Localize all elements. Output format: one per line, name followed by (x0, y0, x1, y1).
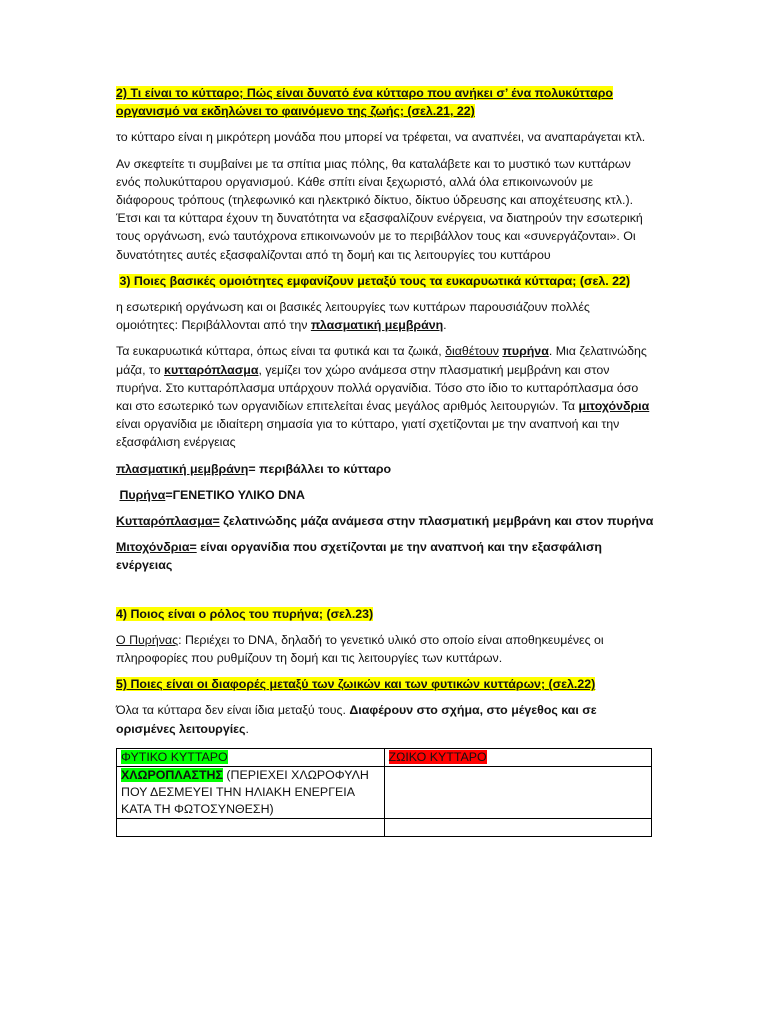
q3-p1-end: . (443, 318, 447, 333)
q4-heading-text: 4) Ποιος είναι ο ρόλος του πυρήνα; (σελ.23) (116, 606, 374, 621)
definition-membrane (116, 460, 654, 478)
q2-heading-text: 2) Τι είναι το κύτταρο; Πώς είναι δυνατό ένα κύτταρο που ανήκει σ’ ένα πολυκύτταρο οργανισμό να εκδηλώνει το φαινόμενο της ζωής; (σελ.21, 22) (116, 86, 613, 119)
q5-heading (116, 675, 654, 693)
q5-paragraph (116, 701, 654, 737)
definition-mitochondria-text: είναι οργανίδια που σχετίζονται με την αναπνοή και την εξασφάλιση ενέργειας (116, 540, 602, 573)
table-cell (384, 748, 652, 766)
chloroplast-text: (ΠΕΡΙΕΧΕΙ ΧΛΩΡΟΦΥΛΗ ΠΟΥ ΔΕΣΜΕΥΕΙ ΤΗΝ ΗΛΙΑΚΗ ΕΝΕΡΓΕΙΑ ΚΑΤΑ ΤΗ ΦΩΤΟΣΥΝΘΕΣΗ) (121, 767, 369, 816)
definition-mitochondria-term: Μιτοχόνδρια= (116, 540, 197, 555)
definition-membrane-text: = περιβάλλει το κύτταρο (248, 461, 392, 476)
q5-text-b: Διαφέρουν στο σχήμα, στο μέγεθος και σε ορισμένες λειτουργίες (116, 703, 597, 736)
definition-cytoplasm-text: ζελατινώδης μάζα ανάμεσα στην πλασματική μεμβράνη και στον πυρήνα (219, 514, 654, 529)
q2-heading (116, 84, 654, 120)
table-row (117, 766, 652, 818)
q3-paragraph-1 (116, 298, 654, 334)
table-cell (384, 818, 652, 836)
q3-p2-g: , γεμίζει τον χώρο ανάμεσα στην πλασματική μεμβράνη και στον πυρήνα. Στο κυτταρόπλασμα υπάρχουν πολλά οργανίδια. Τόσο στο ίδιο το κυτταρόπλασμα όσο και στο εσωτερικό των οργανιδίων επιτελείται ένας μεγάλος αριθμός λειτουργιών. Τα (116, 362, 639, 414)
definition-cytoplasm (116, 512, 654, 530)
definition-nucleus-term: Πυρήνα (119, 487, 166, 502)
q3-heading (116, 272, 654, 290)
table-cell (384, 766, 652, 818)
q3-p2-i: είναι οργανίδια με ιδιαίτερη σημασία για το κύτταρο, γιατί σχετίζονται με την αναπνοή και την εξασφάλιση ενέργειας (116, 417, 620, 450)
q3-p2-d: πυρήνα (502, 344, 549, 359)
document-page (116, 84, 654, 837)
q4-text: : Περιέχει το DNA, δηλαδή το γενετικό υλικό στο οποίο είναι αποθηκευμένες οι πληροφορίες που ρυθμίζουν τη δομή και τις λειτουργίες των κυττάρων. (116, 632, 604, 666)
table-cell (117, 766, 385, 818)
q4-term: Ο Πυρήνας (116, 632, 179, 647)
plant-cell-header: ΦΥΤΙΚΟ ΚΥΤΤΑΡΟ (121, 749, 228, 764)
q3-p2-b: διαθέτουν (445, 344, 499, 359)
q3-p2-a: Τα ευκαρυωτικά κύτταρα, όπως είναι τα φυτικά και τα ζωικά, (116, 344, 446, 359)
q3-p2-h: μιτοχόνδρια (578, 399, 650, 414)
q3-paragraph-2 (116, 342, 654, 451)
table-cell (117, 748, 385, 766)
definition-mitochondria (116, 538, 654, 574)
q5-heading-text: 5) Ποιες είναι οι διαφορές μεταξύ των ζωικών και των φυτικών κυττάρων; (σελ.22) (116, 677, 596, 692)
cell-comparison-table (116, 748, 652, 837)
definition-membrane-term: πλασματική μεμβράνη (116, 461, 249, 476)
table-row (117, 748, 652, 766)
q4-heading (116, 605, 654, 623)
q2-paragraph-1: το κύτταρο είναι η μικρότερη μονάδα που μπορεί να τρέφεται, να αναπνέει, να αναπαράγεται κτλ. (116, 130, 646, 145)
definition-nucleus-text: =ΓΕΝΕΤΙΚΟ ΥΛΙΚΟ DNA (165, 487, 305, 502)
q3-p1-text: η εσωτερική οργάνωση και οι βασικές λειτουργίες των κυττάρων παρουσιάζουν πολλές ομοιότητες: Περιβάλλονται από την (116, 300, 590, 333)
definition-nucleus (116, 486, 654, 504)
spacer (116, 583, 654, 605)
q2-paragraph-2: Αν σκεφτείτε τι συμβαίνει με τα σπίτια μιας πόλης, θα καταλάβετε και το μυστικό των κυττάρων ενός πολυκύτταρου οργανισμού. Κάθε σπίτι είναι ξεχωριστό, αλλά όλα επικοινωνούν με διάφορους τρόπους (τηλεφωνικό και ηλεκτρικό δίκτυο, δίκτυο ύδρευσης και αποχέτευσης κτλ.). Έτσι και τα κύτταρα έχουν τη δυνατότητα να εξασφαλίζουν ενέργεια, να διατηρούν την εσωτερική τους οργάνωση, ενώ ταυτόχρονα επικοινωνούν με το περιβάλλον τους και «συνεργάζονται». Οι δυνατότητες αυτές εξασφαλίζονται από τη δομή και τις λειτουργίες του κυττάρου (116, 156, 643, 262)
table-cell (117, 818, 385, 836)
q3-p2-f: κυτταρόπλασμα (164, 362, 259, 377)
chloroplast-term: ΧΛΩΡΟΠΛΑΣΤΗΣ (121, 767, 223, 782)
table-row (117, 818, 652, 836)
q3-p2-e: . Μια ζελατινώδης μάζα, το (116, 344, 647, 377)
q5-text-c: . (245, 721, 249, 736)
q3-p1-term: πλασματική μεμβράνη (310, 318, 444, 333)
q4-paragraph (116, 631, 654, 667)
animal-cell-header: ΖΩΙΚΟ ΚΥΤΤΑΡΟ (388, 749, 487, 764)
q5-text-a: Όλα τα κύτταρα δεν είναι ίδια μεταξύ τους. (116, 703, 350, 718)
q3-heading-text: 3) Ποιες βασικές ομοιότητες εμφανίζουν μεταξύ τους τα ευκαρυωτικά κύτταρα; (σελ. 22) (119, 273, 631, 288)
definition-cytoplasm-term: Κυτταρόπλασμα= (116, 514, 220, 529)
